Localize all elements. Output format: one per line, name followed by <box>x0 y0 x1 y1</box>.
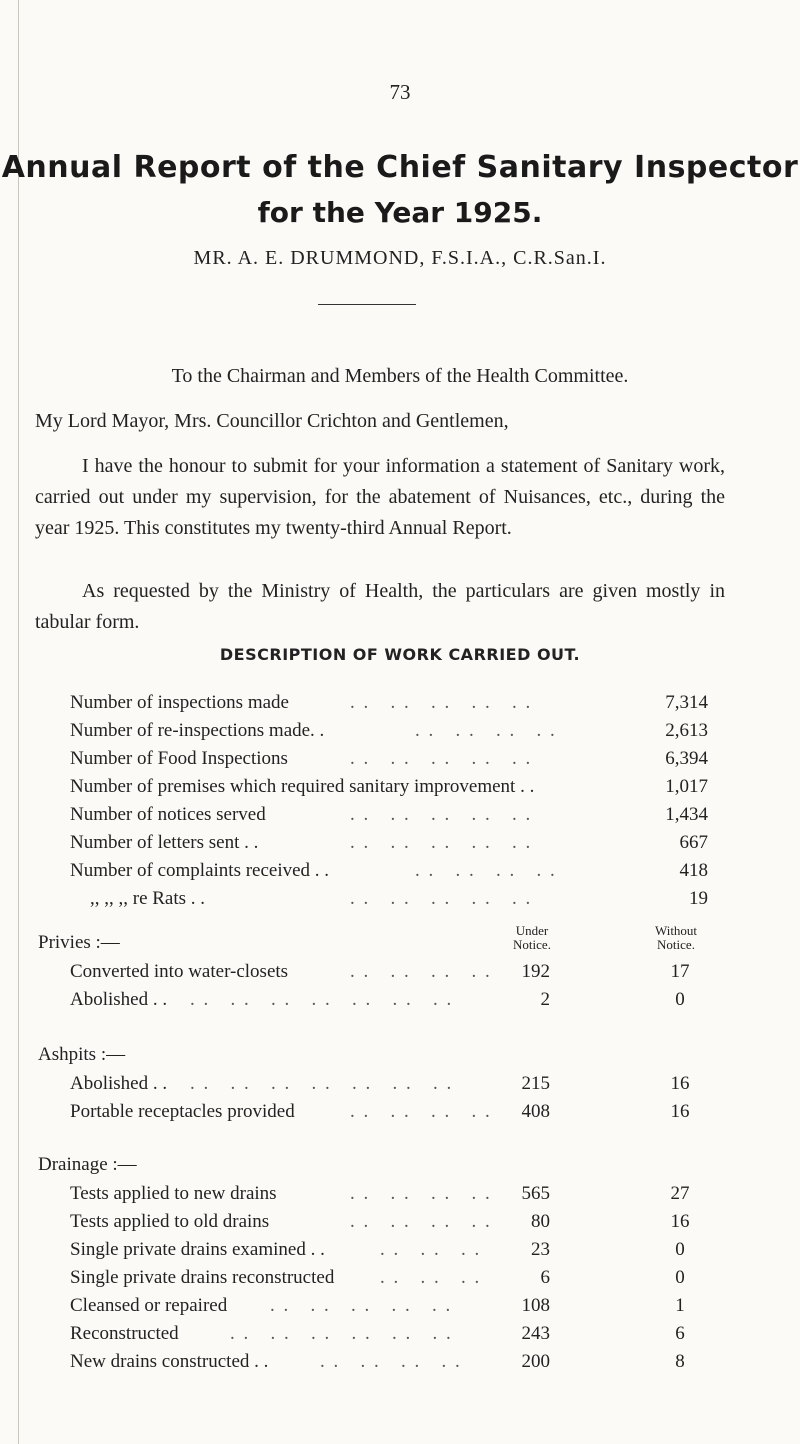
row-label: Single private drains examined . . <box>70 1239 325 1260</box>
without-notice-value: 6 <box>675 1323 685 1344</box>
row-value: 1,434 <box>665 804 708 825</box>
leader-dots: . . . . . . . . <box>415 860 557 881</box>
leader-dots: . . . . . . . . . . <box>350 804 533 825</box>
addressee: To the Chairman and Members of the Health Committee. <box>171 365 629 387</box>
leader-dots: . . . . . . . . . . . . <box>230 1323 453 1344</box>
row-label: Number of Food Inspections <box>70 748 288 769</box>
drainage-row <box>0 1295 800 1323</box>
leader-dots: . . . . . . . . <box>320 1351 462 1372</box>
page-number: 73 <box>389 80 411 104</box>
drainage-heading: Drainage :— <box>38 1154 137 1175</box>
summary-row <box>0 888 800 916</box>
under-notice-value: 2 <box>540 989 550 1010</box>
without-notice-value: 16 <box>670 1101 690 1122</box>
drainage-row <box>0 1239 800 1267</box>
row-label: Number of premises which required sanitary improvement . . <box>70 776 535 797</box>
row-value: 6,394 <box>665 748 708 769</box>
leader-dots: . . . . . . . . <box>350 1183 492 1204</box>
leader-dots: . . . . . . . . <box>350 1211 492 1232</box>
row-value: 418 <box>679 860 708 881</box>
without-notice-value: 16 <box>670 1211 690 1232</box>
leader-dots: . . . . . . . . . . . . . . <box>190 1073 454 1094</box>
row-label: Number of letters sent . . <box>70 832 259 853</box>
privies-heading: Privies :— <box>38 932 120 953</box>
row-value: 2,613 <box>665 720 708 741</box>
row-label: Number of inspections made <box>70 692 289 713</box>
leader-dots: . . . . . . . . . . <box>270 1295 453 1316</box>
under-notice-value: 200 <box>521 1351 550 1372</box>
under-notice-value: 192 <box>521 961 550 982</box>
summary-row <box>0 692 800 720</box>
salutation: My Lord Mayor, Mrs. Councillor Crichton and Gentlemen, <box>35 410 509 432</box>
row-label: Number of complaints received . . <box>70 860 330 881</box>
summary-row <box>0 804 800 832</box>
drainage-row <box>0 1183 800 1211</box>
row-value: 1,017 <box>665 776 708 797</box>
without-notice-value: 16 <box>670 1073 690 1094</box>
without-notice-value: 0 <box>675 1267 685 1288</box>
leader-dots: . . . . . . <box>380 1267 482 1288</box>
summary-row <box>0 860 800 888</box>
without-notice-value: 8 <box>675 1351 685 1372</box>
row-value: 667 <box>679 832 708 853</box>
row-value: 7,314 <box>665 692 708 713</box>
leader-dots: . . . . . . . . . . <box>350 692 533 713</box>
drainage-row <box>0 1211 800 1239</box>
under-notice-value: 408 <box>521 1101 550 1122</box>
under-notice-value: 565 <box>521 1183 550 1204</box>
section-heading: DESCRIPTION OF WORK CARRIED OUT. <box>219 645 581 664</box>
ashpits-row <box>0 1073 800 1101</box>
summary-row <box>0 720 800 748</box>
ashpits-heading: Ashpits :— <box>38 1044 126 1065</box>
under-notice-value: 243 <box>521 1323 550 1344</box>
row-label: Tests applied to old drains <box>70 1211 270 1232</box>
summary-row <box>0 776 800 804</box>
leader-dots: . . . . . . . . . . <box>350 888 533 909</box>
without-notice-value: 27 <box>670 1183 690 1204</box>
under-notice-value: 80 <box>531 1211 550 1232</box>
row-label: New drains constructed . . <box>70 1351 269 1372</box>
intro-paragraph: I have the honour to submit for your information a statement of Sanitary work, carried out under my supervision, for the abatement of Nuisances, etc., during the year 1925. This constitutes my twenty-third Annual Report. <box>35 455 725 539</box>
summary-row <box>0 748 800 776</box>
under-notice-value: 6 <box>540 1267 550 1288</box>
row-label: Abolished . . <box>70 989 168 1010</box>
leader-dots: . . . . . . . . . . <box>350 748 533 769</box>
tabular-note-paragraph: As requested by the Ministry of Health, the particulars are given mostly in tabular form. <box>35 580 725 633</box>
without-notice-value: 0 <box>675 1239 685 1260</box>
divider-rule <box>318 304 416 305</box>
privies-row <box>0 961 800 989</box>
author-line: MR. A. E. DRUMMOND, F.S.I.A., C.R.San.I. <box>193 247 607 269</box>
leader-dots: . . . . . . <box>380 1239 482 1260</box>
leader-dots: . . . . . . . . <box>350 961 492 982</box>
row-label: Single private drains reconstructed <box>70 1267 335 1288</box>
without-notice-header: Without Notice. <box>654 923 698 952</box>
leader-dots: . . . . . . . . <box>350 1101 492 1122</box>
row-label: Tests applied to new drains <box>70 1183 277 1204</box>
without-notice-value: 0 <box>675 989 685 1010</box>
drainage-row <box>0 1267 800 1295</box>
without-notice-value: 17 <box>670 961 690 982</box>
row-label: Number of notices served <box>70 804 266 825</box>
row-label: Portable receptacles provided <box>70 1101 295 1122</box>
without-notice-value: 1 <box>675 1295 685 1316</box>
row-label: Number of re-inspections made. . <box>70 720 325 741</box>
row-label: ,, ,, ,, re Rats . . <box>90 888 206 909</box>
drainage-row <box>0 1323 800 1351</box>
leader-dots: . . . . . . . . <box>415 720 557 741</box>
row-value: 19 <box>689 888 708 909</box>
row-label: Converted into water-closets <box>70 961 289 982</box>
leader-dots: . . . . . . . . . . . . . . <box>190 989 454 1010</box>
row-label: Reconstructed <box>70 1323 179 1344</box>
row-label: Cleansed or repaired <box>70 1295 228 1316</box>
summary-row <box>0 832 800 860</box>
under-notice-value: 108 <box>521 1295 550 1316</box>
row-label: Abolished . . <box>70 1073 168 1094</box>
drainage-row <box>0 1351 800 1379</box>
under-notice-header: Under Notice. <box>513 923 551 952</box>
privies-row <box>0 989 800 1017</box>
under-notice-value: 215 <box>521 1073 550 1094</box>
ashpits-row <box>0 1101 800 1129</box>
report-title: Annual Report of the Chief Sanitary Inspector <box>1 150 799 185</box>
report-year: for the Year 1925. <box>257 196 543 229</box>
leader-dots: . . . . . . . . . . <box>350 832 533 853</box>
under-notice-value: 23 <box>531 1239 550 1260</box>
